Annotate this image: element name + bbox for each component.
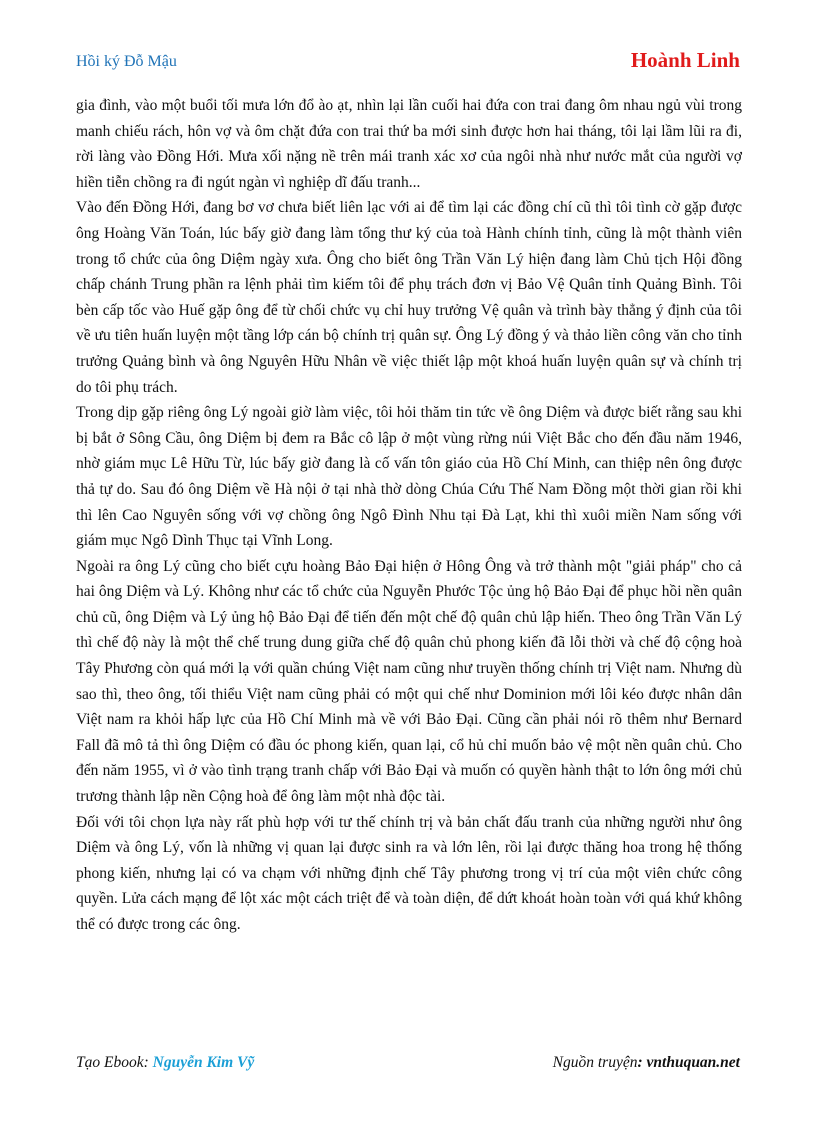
source-credit [553,1054,740,1072]
page-content [76,93,742,938]
author-name: Hoành Linh [630,48,740,72]
paragraph-5: Đối với tôi chọn lựa này rất phù hợp với tư thế chính trị và bản chất đấu tranh của những người như ông Diệm và ông Lý, vốn là những vị quan lại được sinh ra và lớn lên, rồi lại được thăng hoa trong hệ thống phong kiến, nhưng lại có va chạm với những định chế Tây phương trong vị trí của một viên chức công quyền. Lửa cách mạng để lột xác một cách triệt để và toàn diện, để dứt khoát hoàn toàn với quá khứ không thể có được trong các ông. [76,813,742,933]
page-header [76,48,740,78]
source-site: vnthuquan.net [646,1054,740,1071]
creator-separator: : [143,1054,153,1071]
source-label: Nguồn truyện [552,1054,638,1071]
source-separator: : [637,1054,647,1071]
creator-name: Nguyễn Kim Vỹ [152,1054,255,1071]
paragraph-1: gia đình, vào một buổi tối mưa lớn đổ ào ạt, nhìn lại lần cuối hai đứa con trai đang ôm nhau ngủ vùi trong manh chiếu rách, hôn vợ và ôm chặt đứa con trai thứ ba mới sinh được hơn hai tháng, tôi lại lầm lũi ra đi, rời làng vào Đồng Hới. Mưa xối nặng nề trên mái tranh xác xơ của ngôi nhà như nước mắt của người vợ hiền tiễn chồng ra đi ngút ngàn vì nghiệp dĩ đấu tranh... [76,97,742,191]
paragraph-3: Trong dịp gặp riêng ông Lý ngoài giờ làm việc, tôi hỏi thăm tin tức về ông Diệm và được biết rằng sau khi bị bắt ở Sông Cầu, ông Diệm bị đem ra Bắc cô lập ở một vùng rừng núi Việt Bắc cho đến đầu năm 1946, nhờ giám mục Lê Hữu Từ, lúc bấy giờ đang là cố vấn tôn giáo của Hồ Chí Minh, can thiệp nên ông được thả tự do. Sau đó ông Diệm về Hà nội ở tại nhà thờ dòng Chúa Cứu Thế Nam Đồng một thời gian rồi khi thì lên Cao Nguyên sống với vợ chồng ông Ngô Đình Nhu tại Đà Lạt, khi thì xuôi miền Nam sống với giám mục Ngô Dình Thục tại Vĩnh Long. [76,404,742,550]
creator-label: Tạo Ebook [76,1054,144,1071]
book-title: Hồi ký Đỗ Mậu [76,53,177,70]
ebook-credit [76,1054,254,1072]
paragraph-4: Ngoài ra ông Lý cũng cho biết cựu hoàng Bảo Đại hiện ở Hông Ông và trở thành một "giải pháp" cho cả hai ông Diệm và Lý. Không như các tổ chức của Nguyễn Phước Tộc ủng hộ Bảo Đại để phục hồi nền quân chủ cũ, ông Diệm và Lý ủng hộ Bảo Đại để tiến đến một chế độ quân chủ lập hiến. Theo ông Trần Văn Lý thì chế độ này là một thể chế trung dung giữa chế độ quân chủ phong kiến đã lỗi thời và chế độ cộng hoà Tây Phương còn quá mới lạ với quần chúng Việt nam cũng như truyền thống chính trị Việt nam. Nhưng dù sao thì, theo ông, tối thiểu Việt nam cũng phải có một qui chế như Dominion mới lôi kéo được nhân dân Việt nam ra khỏi hấp lực của Hồ Chí Minh mà về với Bảo Đại. Cũng cần phải nói rõ thêm như Bernard Fall đã mô tả thì ông Diệm có đầu óc phong kiến, quan lại, cổ hủ chỉ muốn bảo vệ một nền quân chủ. Cho đến năm 1955, vì ở vào tình trạng tranh chấp với Bảo Đại và muốn có quyền hành thật to lớn ông mới chủ trương thành lập nền Cộng hoà để ông làm một nhà độc tài. [76,557,742,806]
page-footer [76,1054,740,1078]
paragraph-2: Vào đến Đồng Hới, đang bơ vơ chưa biết liên lạc với ai để tìm lại các đồng chí cũ thì tôi tình cờ gặp được ông Hoàng Văn Toán, lúc bấy giờ đang làm tổng thư ký của toà Hành chính tỉnh, cũng là một thành viên trong tổ chức của ông Diệm ngày xưa. Ông cho biết ông Trần Văn Lý hiện đang làm Chủ tịch Hội đồng chấp chánh Trung phần ra lệnh phải tìm kiếm tôi để phụ trách đơn vị Bảo Vệ Quân tỉnh Quảng Bình. Tôi bèn cấp tốc vào Huế gặp ông để từ chối chức vụ chỉ huy trưởng Vệ quân và trình bày thẳng ý định của tôi về ưu tiên huấn luyện một tầng lớp cán bộ chính trị quân sự. Ông Lý đồng ý và thảo liền công văn cho tỉnh trưởng Quảng bình và ông Nguyên Hữu Nhân về việc thiết lập một khoá huấn luyện quân sự và chính trị do tôi phụ trách. [76,199,742,396]
